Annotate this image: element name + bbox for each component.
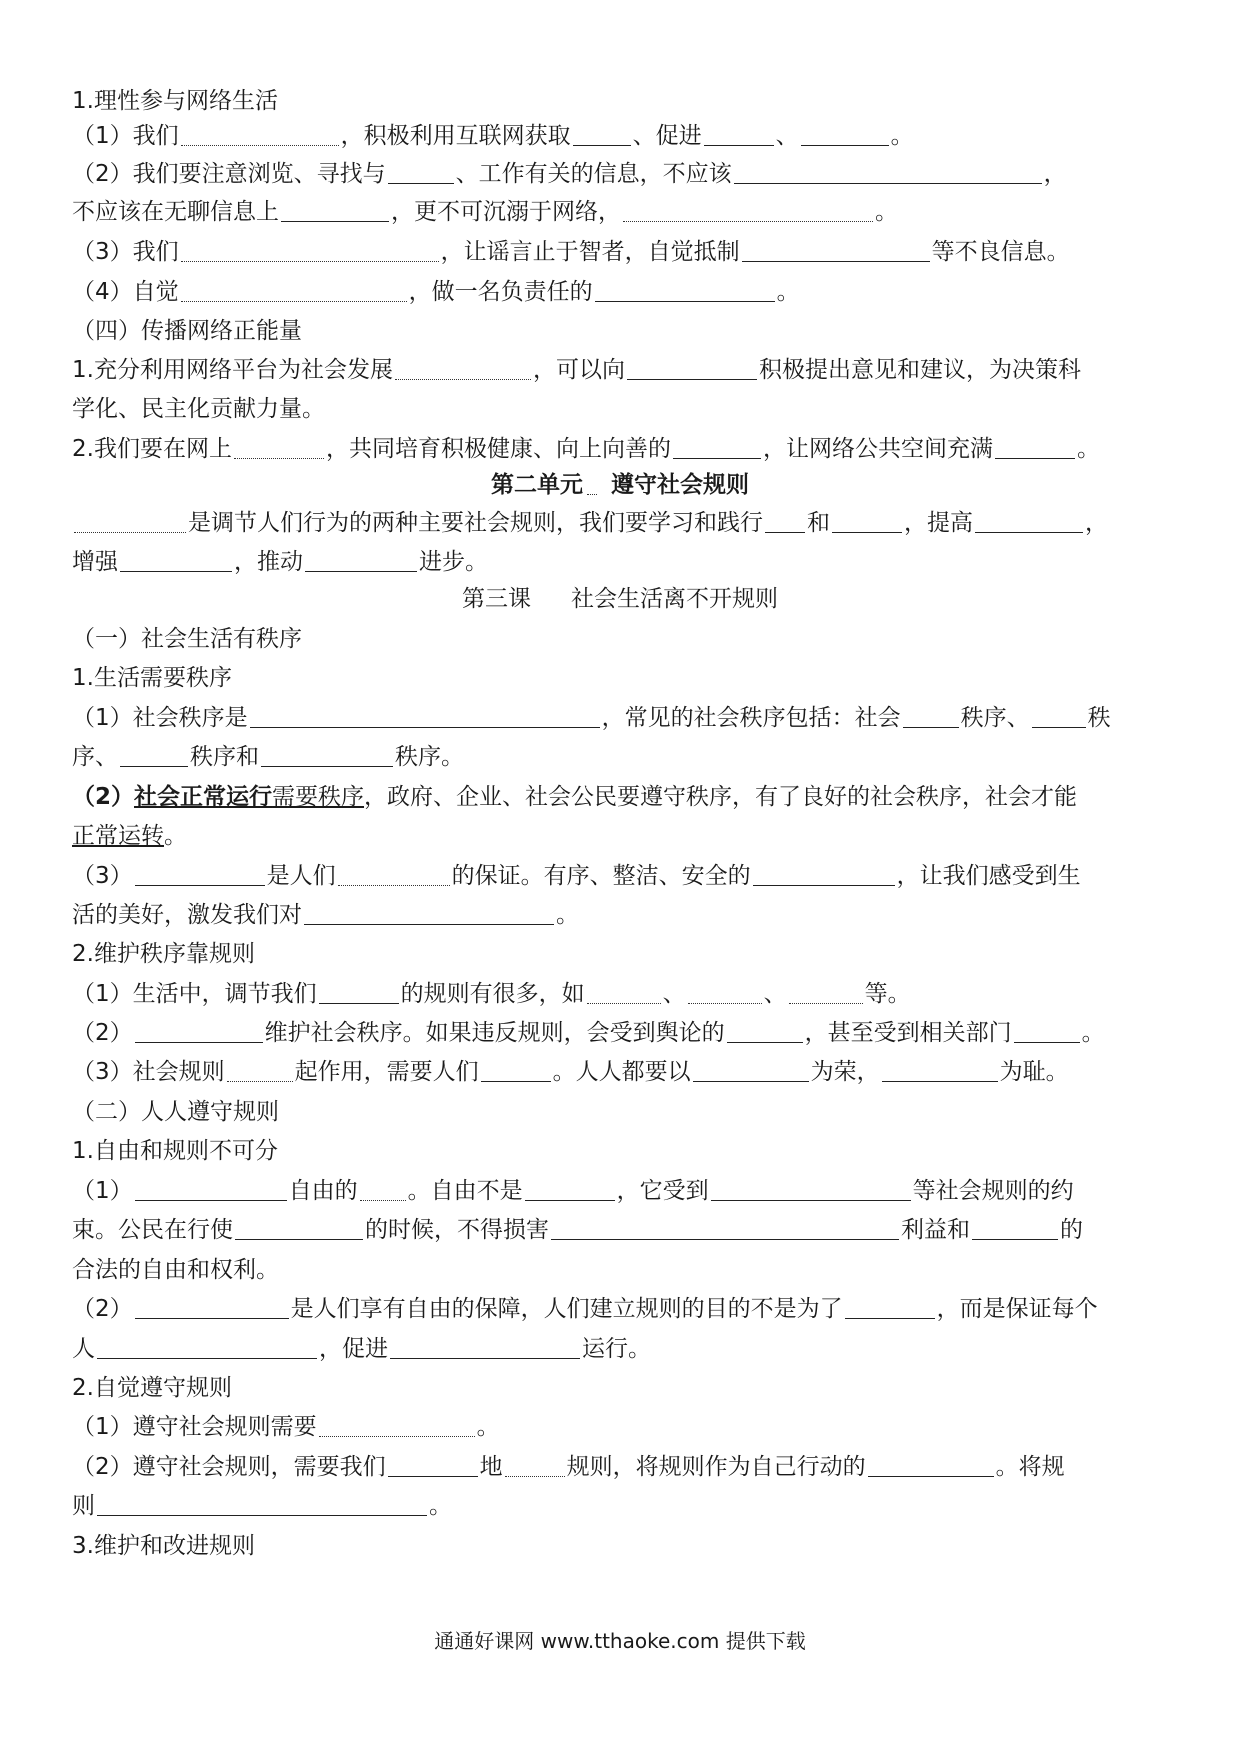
blank — [181, 241, 439, 262]
blank — [587, 474, 597, 495]
blank — [319, 1416, 475, 1437]
line-text: （2） — [72, 1296, 133, 1322]
line-text: （2） — [72, 1020, 133, 1046]
footer-source: 通通好课网 www.tthaoke.com 提供下载 — [434, 1629, 806, 1653]
line-text: 地 — [479, 1454, 503, 1480]
text-line — [72, 1053, 1172, 1091]
line-text: 增强 — [72, 549, 118, 575]
text-line — [72, 430, 1172, 468]
blank — [742, 241, 930, 262]
unit-number: 第二单元 — [491, 472, 583, 498]
line-text: 规则，将规则作为自己行动的 — [566, 1454, 866, 1480]
line-text: （3） — [72, 863, 133, 889]
line-text: ，让谣言止于智者，自觉抵制 — [440, 239, 740, 265]
blank — [734, 163, 1042, 184]
blank — [181, 281, 407, 302]
blank — [995, 438, 1075, 459]
blank — [227, 1061, 293, 1082]
text-line — [72, 1527, 1172, 1565]
text-line — [72, 896, 1172, 934]
line-text: 等。 — [864, 981, 911, 1007]
line-text: 。 — [476, 1414, 500, 1440]
text-line — [72, 857, 1172, 895]
line-text: 等不良信息。 — [931, 239, 1070, 265]
line-text: ，更不可沉溺于网络， — [391, 199, 621, 225]
line-text: ，推动 — [234, 549, 303, 575]
line-text: （1） — [72, 1178, 133, 1204]
line-text: 是人们 — [266, 863, 336, 889]
line-text: ，常见的社会秩序包括：社会 — [601, 705, 901, 731]
subheading: 1.自由和规则不可分 — [72, 1138, 278, 1164]
line-text: （3）我们 — [72, 239, 179, 265]
line-text: ，共同培育积极健康、向上向善的 — [325, 436, 671, 462]
blank — [595, 281, 775, 302]
text-line — [72, 1251, 1172, 1289]
line-text: 学化、民主化贡献力量。 — [72, 396, 325, 422]
line-text: 。将规 — [995, 1454, 1065, 1480]
text-line — [72, 82, 1172, 120]
text-line — [72, 738, 1172, 776]
line-text: 。 — [875, 199, 898, 225]
line-text: ， — [1085, 510, 1108, 536]
subheading: 1.生活需要秩序 — [72, 665, 232, 691]
blank — [801, 125, 889, 146]
line-text: ，积极利用互联网获取 — [340, 123, 571, 149]
blank — [388, 1456, 478, 1477]
line-text: （2）遵守社会规则，需要我们 — [72, 1454, 386, 1480]
underlined-keyword: 正常运转 — [72, 823, 164, 849]
line-text: 进步。 — [419, 549, 488, 575]
line-text: 人 — [72, 1336, 95, 1362]
unit-name: 遵守社会规则 — [611, 472, 749, 498]
line-text: 。 — [429, 1493, 452, 1519]
text-line — [72, 543, 1172, 581]
line-text: （1）社会秩序是 — [72, 705, 248, 731]
text-line — [72, 1290, 1172, 1328]
blank — [305, 551, 417, 572]
line-text: 的规则有很多，如 — [400, 981, 585, 1007]
line-text: （3）社会规则 — [72, 1059, 225, 1085]
unit-title — [0, 466, 1240, 504]
line-text: 是人们享有自由的保障，人们建立规则的目的不是为了 — [290, 1296, 843, 1322]
line-text: （2）我们要注意浏览、寻找与 — [72, 161, 386, 187]
text-line — [72, 1172, 1172, 1210]
line-text: 维护社会秩序。如果违反规则，会受到舆论的 — [264, 1020, 725, 1046]
text-line — [72, 1093, 1172, 1131]
text-line — [72, 778, 1172, 816]
text-line — [72, 817, 1172, 855]
text-line — [72, 1408, 1172, 1446]
blank — [388, 163, 454, 184]
line-text: 。 — [1081, 1020, 1105, 1046]
blank — [481, 1061, 551, 1082]
line-text: 的时候，不得损害 — [365, 1217, 549, 1243]
subheading: 3.维护和改进规则 — [72, 1533, 255, 1559]
blank — [688, 983, 762, 1004]
line-text: 序、 — [72, 744, 118, 770]
line-text: ， — [1043, 161, 1067, 187]
blank — [250, 707, 600, 728]
blank — [765, 512, 805, 533]
blank — [573, 125, 631, 146]
line-text: 为荣， — [810, 1059, 880, 1085]
line-text: ，甚至受到相关部门 — [804, 1020, 1012, 1046]
blank — [74, 512, 186, 533]
line-text: 不应该在无聊信息上 — [72, 199, 279, 225]
blank — [360, 1180, 406, 1201]
heading-1: 1.理性参与网络生活 — [72, 88, 278, 114]
line-text: 、促进 — [632, 123, 702, 149]
line-text: 则 — [72, 1493, 95, 1519]
text-line — [72, 155, 1172, 193]
line-text: 等社会规则的约 — [912, 1178, 1074, 1204]
line-text: ，让网络公共空间充满 — [762, 436, 993, 462]
blank — [234, 438, 324, 459]
line-text: ，可以向 — [532, 357, 625, 383]
line-text: （2） — [72, 784, 135, 810]
blank — [1014, 1022, 1080, 1043]
blank — [338, 865, 450, 886]
subheading: 2.维护秩序靠规则 — [72, 941, 255, 967]
line-text: 。 — [890, 123, 914, 149]
line-text: （1）遵守社会规则需要 — [72, 1414, 317, 1440]
line-text: （1）我们 — [72, 123, 179, 149]
blank — [235, 1219, 363, 1240]
blank — [319, 983, 399, 1004]
text-line — [72, 193, 1172, 231]
text-line — [72, 1132, 1172, 1170]
text-line — [72, 390, 1172, 428]
blank — [135, 1022, 263, 1043]
text-line — [72, 1369, 1172, 1407]
line-text: ，而是保证每个 — [936, 1296, 1098, 1322]
text-line — [72, 1448, 1172, 1486]
text-line — [72, 233, 1172, 271]
text-line — [72, 351, 1172, 389]
blank — [882, 1061, 998, 1082]
line-text: 秩序。 — [395, 744, 464, 770]
blank — [845, 1298, 935, 1319]
line-text: 秩序、 — [960, 705, 1030, 731]
blank — [704, 125, 774, 146]
text-line — [72, 975, 1172, 1013]
lesson-name: 社会生活离不开规则 — [571, 586, 778, 612]
blank — [623, 201, 873, 222]
blank — [551, 1219, 899, 1240]
lesson-title — [0, 580, 1240, 618]
lesson-number: 第三课 — [462, 586, 531, 612]
line-text: 的保证。有序、整洁、安全的 — [451, 863, 751, 889]
blank — [135, 865, 265, 886]
line-text: ，做一名负责任的 — [408, 279, 593, 305]
line-text: 。人人都要以 — [552, 1059, 691, 1085]
blank — [135, 1180, 287, 1201]
line-text: ，政府、企业、社会公民要遵守秩序，有了良好的社会秩序，社会才能 — [364, 784, 1078, 810]
line-text: ，促进 — [319, 1336, 388, 1362]
blank — [868, 1456, 994, 1477]
blank — [711, 1180, 911, 1201]
blank — [390, 1338, 580, 1359]
line-text: 、 — [775, 123, 799, 149]
blank — [1032, 707, 1086, 728]
blank — [753, 865, 895, 886]
blank — [395, 359, 531, 380]
text-line — [72, 659, 1172, 697]
text-line — [72, 620, 1172, 658]
section-heading: （四）传播网络正能量 — [72, 318, 302, 344]
section-heading: （一）社会生活有秩序 — [72, 626, 302, 652]
blank — [972, 1219, 1058, 1240]
blank — [120, 551, 232, 572]
line-text: ，它受到 — [616, 1178, 709, 1204]
blank — [261, 746, 393, 767]
blank — [975, 512, 1083, 533]
text-line — [72, 1487, 1172, 1525]
blank — [97, 1338, 317, 1359]
blank — [587, 983, 661, 1004]
blank — [693, 1061, 809, 1082]
blank — [135, 1298, 289, 1319]
text-line — [72, 312, 1172, 350]
line-text: ，提高 — [904, 510, 973, 536]
line-text: 秩序和 — [190, 744, 259, 770]
line-text: 。自由不是 — [407, 1178, 523, 1204]
blank — [181, 125, 339, 146]
line-text: 秩 — [1087, 705, 1111, 731]
line-text: 的 — [1060, 1217, 1083, 1243]
subheading: 2.自觉遵守规则 — [72, 1375, 232, 1401]
text-line — [72, 935, 1172, 973]
line-text: 。 — [1076, 436, 1100, 462]
line-text: 。 — [164, 823, 187, 849]
blank — [673, 438, 761, 459]
text-line — [72, 117, 1172, 155]
text-line — [72, 699, 1172, 737]
blank — [304, 904, 554, 925]
line-text: 合法的自由和权利。 — [72, 1257, 279, 1283]
line-text: 起作用，需要人们 — [294, 1059, 479, 1085]
underlined-keyword: 需要秩序 — [272, 784, 365, 810]
line-text: 是调节人们行为的两种主要社会规则，我们要学习和践行 — [188, 510, 763, 536]
line-text: 1.充分利用网络平台为社会发展 — [72, 357, 393, 383]
blank — [903, 707, 959, 728]
line-text: 。 — [776, 279, 800, 305]
blank — [832, 512, 902, 533]
text-line — [72, 1014, 1172, 1052]
text-line — [72, 1211, 1172, 1249]
section-heading: （二）人人遵守规则 — [72, 1099, 279, 1125]
blank — [97, 1495, 427, 1516]
blank — [727, 1022, 803, 1043]
text-line — [72, 504, 1172, 542]
blank — [120, 746, 188, 767]
line-text: 束。公民在行使 — [72, 1217, 233, 1243]
blank — [627, 359, 757, 380]
text-line — [72, 273, 1172, 311]
blank — [505, 1456, 565, 1477]
blank — [281, 201, 389, 222]
line-text: 和 — [807, 510, 830, 536]
line-text: 活的美好，激发我们对 — [72, 902, 302, 928]
line-text: 、工作有关的信息，不应该 — [455, 161, 732, 187]
line-text: 积极提出意见和建议，为决策科 — [758, 357, 1081, 383]
line-text: 利益和 — [901, 1217, 970, 1243]
line-text: （4）自觉 — [72, 279, 179, 305]
line-text: （1）生活中，调节我们 — [72, 981, 317, 1007]
line-text: 2.我们要在网上 — [72, 436, 232, 462]
text-line — [72, 1330, 1172, 1368]
line-text: 运行。 — [582, 1336, 651, 1362]
line-text: ，让我们感受到生 — [896, 863, 1081, 889]
line-text: 。 — [556, 902, 579, 928]
line-text: 、 — [662, 981, 686, 1007]
underlined-keyword: 社会正常运行 — [134, 784, 273, 810]
line-text: 自由的 — [288, 1178, 358, 1204]
blank — [525, 1180, 615, 1201]
blank — [789, 983, 863, 1004]
line-text: 、 — [763, 981, 787, 1007]
line-text: 为耻。 — [999, 1059, 1069, 1085]
